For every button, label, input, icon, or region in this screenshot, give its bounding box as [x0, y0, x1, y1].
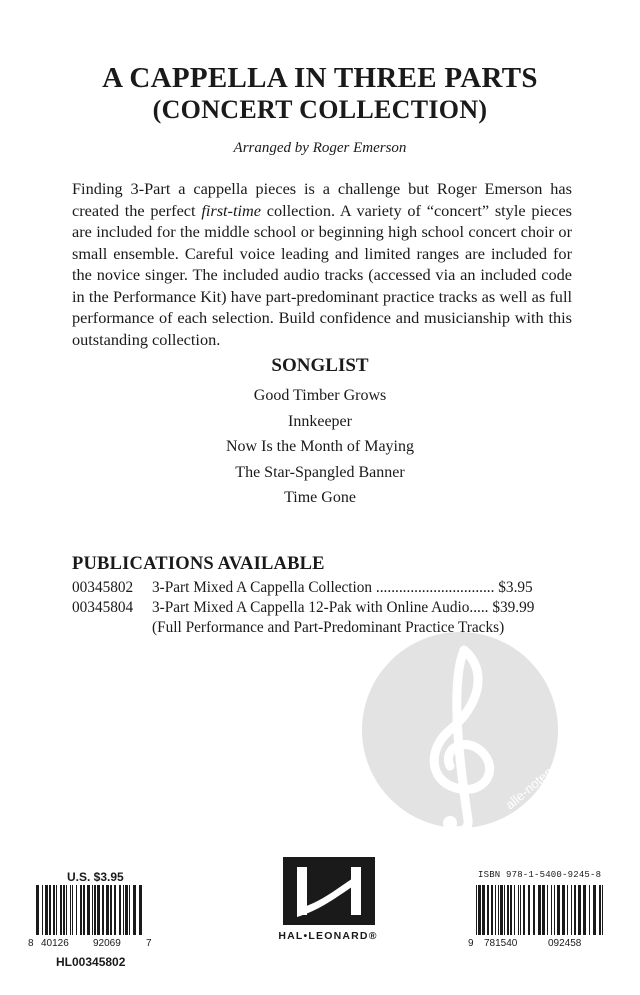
- barcode-bar: [554, 885, 555, 935]
- barcode-bar: [482, 885, 485, 935]
- barcode-bar: [510, 885, 512, 935]
- publication-row: [72, 578, 533, 598]
- songlist: [0, 383, 640, 511]
- barcode-digit: 92069: [93, 938, 121, 949]
- barcode-bar: [125, 885, 128, 935]
- barcode-bar: [538, 885, 541, 935]
- barcode-bar: [36, 885, 39, 935]
- barcode-bar: [80, 885, 82, 935]
- barcode-bar: [557, 885, 560, 935]
- barcode-bar: [528, 885, 530, 935]
- barcode-bar: [70, 885, 71, 935]
- isbn-label: ISBN 978-1-5400-9245-8: [478, 870, 602, 880]
- watermark-text: alle-noten.de: [502, 752, 570, 813]
- barcode-bar: [97, 885, 100, 935]
- barcode-bar: [498, 885, 499, 935]
- barcode-bar: [487, 885, 489, 935]
- barcode-bar: [129, 885, 130, 935]
- barcode-bar: [63, 885, 65, 935]
- barcode-bar: [92, 885, 93, 935]
- barcode-bar: [593, 885, 596, 935]
- isbn-barcode: [470, 885, 610, 940]
- barcode-bar: [523, 885, 525, 935]
- publication-number: 00345802: [72, 579, 134, 596]
- barcode-bar: [562, 885, 565, 935]
- barcode-bar: [114, 885, 116, 935]
- barcode-bar: [94, 885, 96, 935]
- price-label: U.S. $3.95: [67, 870, 124, 884]
- publications-heading: PUBLICATIONS AVAILABLE: [72, 554, 325, 574]
- barcode-bar: [547, 885, 548, 935]
- barcode-bar: [518, 885, 519, 935]
- barcode-bar: [583, 885, 586, 935]
- barcode-bar: [571, 885, 572, 935]
- barcode-bar: [495, 885, 496, 935]
- barcode-digit: 9: [468, 938, 474, 949]
- barcode-bar: [53, 885, 55, 935]
- barcode-bar: [507, 885, 509, 935]
- barcode-bar: [56, 885, 57, 935]
- barcode-bar: [542, 885, 545, 935]
- barcode-bar: [599, 885, 601, 935]
- barcode-bar: [102, 885, 104, 935]
- publication-number: 00345804: [72, 599, 134, 616]
- publication-note: (Full Performance and Part-Predominant Practice Tracks): [152, 619, 505, 636]
- description-part-2: collection. A variety of “concert” style pieces are included for the middle school or beginning high school concert choir or small ensemble. Careful voice leading and limited ranges are included for the novice singer. The included audio tracks (accessed via an included code in the Performance Kit) have part-predominant practice tracks as well as full performance of each selection. Build confidence and musicianship with this outstanding collection.: [72, 200, 573, 349]
- barcode-bar: [49, 885, 51, 935]
- barcode-digit: 8: [28, 938, 34, 949]
- barcode-bar: [478, 885, 481, 935]
- publication-entry: 3-Part Mixed A Cappella 12-Pak with Online Audio..... $39.99: [152, 599, 535, 616]
- barcode-bar: [574, 885, 576, 935]
- barcode-bar: [106, 885, 109, 935]
- hl-product-code: HL00345802: [56, 955, 126, 969]
- upc-barcode: [30, 885, 150, 940]
- barcode-digit: 092458: [548, 938, 582, 949]
- barcode-bar: [476, 885, 477, 935]
- description: [72, 178, 572, 350]
- barcode-bar: [551, 885, 552, 935]
- barcode-bar: [133, 885, 136, 935]
- song-item: The Star-Spangled Banner: [235, 463, 405, 481]
- barcode-bar: [602, 885, 603, 935]
- barcode-bar: [491, 885, 493, 935]
- barcode-bar: [520, 885, 521, 935]
- barcode-bar: [533, 885, 535, 935]
- song-item: Good Timber Grows: [253, 387, 387, 404]
- publication-entry: 3-Part Mixed A Cappella Collection ............................... $3.95: [152, 579, 533, 596]
- description-emphasis: first-time: [201, 200, 262, 220]
- barcode-bar: [42, 885, 43, 935]
- title-line-1: A CAPPELLA IN THREE PARTS: [102, 62, 538, 94]
- songlist-heading: SONGLIST: [271, 355, 369, 376]
- treble-clef-watermark-icon: [360, 620, 570, 840]
- barcode-bar: [504, 885, 505, 935]
- description-part-1: Finding 3-Part a cappella pieces is a challenge but Roger Emerson has created the perfect: [72, 179, 572, 220]
- barcode-digit: 7: [146, 938, 152, 949]
- barcode-bar: [139, 885, 142, 935]
- song-item: Innkeeper: [288, 412, 352, 430]
- barcode-bar: [60, 885, 62, 935]
- barcode-bar: [76, 885, 77, 935]
- barcode-bar: [500, 885, 503, 935]
- hal-leonard-logo-icon: [283, 857, 375, 925]
- barcode-bar: [119, 885, 121, 935]
- title-line-2: (CONCERT COLLECTION): [152, 95, 488, 124]
- barcode-digit: 40126: [41, 938, 69, 949]
- barcode-bar: [110, 885, 112, 935]
- barcode-bar: [123, 885, 124, 935]
- publication-row: [72, 598, 534, 618]
- song-item: Now Is the Month of Maying: [226, 438, 414, 455]
- barcode-bar: [589, 885, 590, 935]
- barcode-bar: [72, 885, 73, 935]
- barcode-bar: [514, 885, 515, 935]
- barcode-digit: 781540: [484, 938, 518, 949]
- barcode-bar: [87, 885, 90, 935]
- barcode-bar: [45, 885, 48, 935]
- arranger-credit: Arranged by Roger Emerson: [233, 140, 407, 156]
- song-item: Time Gone: [284, 489, 356, 506]
- barcode-bar: [578, 885, 581, 935]
- barcode-bar: [567, 885, 568, 935]
- publisher-name: HAL•LEONARD®: [278, 930, 378, 942]
- barcode-bar: [83, 885, 85, 935]
- barcode-bar: [66, 885, 67, 935]
